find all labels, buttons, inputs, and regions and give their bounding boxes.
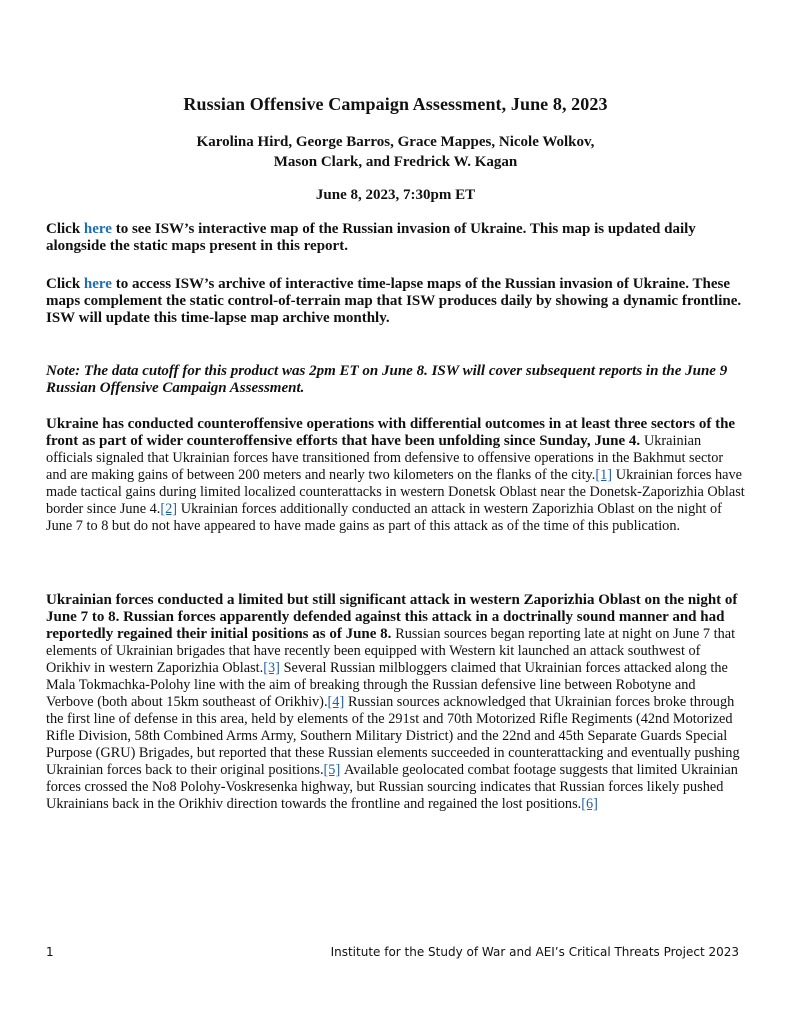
page-number: 1 [46, 945, 54, 959]
publication-date: June 8, 2023, 7:30pm ET [315, 187, 476, 203]
authors-line-2: Mason Clark, and Fredrick W. Kagan [273, 153, 518, 170]
paragraph-zaporizhia-attack [46, 592, 746, 813]
intro-paragraph-map [46, 221, 746, 255]
paragraph-text: Ukrainian forces have made tactical gains during limited localized counterattacks in western Donetsk Oblast near the Donetsk-Zaporizhia Oblast border since June 4. [46, 467, 745, 517]
interactive-map-link[interactable]: here [83, 221, 112, 237]
paragraph-text: Russian sources acknowledged that Ukrainian forces broke through the first line of defense in this area, held by elements of the 291st and 70th Motorized Rifle Regiments (42nd Motorized Rifle Division, 58th Combined Arms Army, Southern Military District) and the 22nd and 45th Separate Guards Special Purpose (GRU) Brigades, but reported that these Russian elements succeeded in counterattacking and eventually pushing Ukrainian forces back to their original positions. [46, 694, 740, 778]
authors-line-1: Karolina Hird, George Barros, Grace Mappes, Nicole Wolkov, [196, 134, 595, 150]
paragraph-lead: Ukrainian forces conducted a limited but still significant attack in western Zaporizhia Oblast on the night of June 7 to 8. Russian forces apparently defended against this attack in a doctrinally sound manner and had reportedly regained their initial positions as of June 8. [46, 592, 738, 642]
page-title: Russian Offensive Campaign Assessment, June 8, 2023 [183, 94, 608, 114]
authors [0, 133, 791, 172]
data-cutoff-note: Note: The data cutoff for this product was 2pm ET on June 8. ISW will cover subsequent reports in the June 9 Russian Offensive Campaign Assessment. [46, 363, 728, 396]
footnote-link-4[interactable]: [4] [327, 694, 345, 710]
paragraph-text: Ukrainian officials signaled that Ukrainian forces have transitioned from defensive to offensive operations in the Bakhmut sector and are making gains of between 200 meters and nearly two kilometers on the flanks of the city. [46, 433, 724, 483]
intro-click-text: Click [46, 276, 81, 292]
time-lapse-archive-link[interactable]: here [83, 276, 112, 292]
footer-text: Institute for the Study of War and AEI’s Critical Threats Project 2023 [330, 945, 739, 959]
intro-paragraph-archive [46, 276, 746, 327]
paragraph-lead: Ukraine has conducted counteroffensive operations with differential outcomes in at least three sectors of the front as part of wider counteroffensive efforts that have been unfolding since Sunday, June 4. [46, 416, 736, 449]
paragraph-text: Russian sources began reporting late at night on June 7 that elements of Ukrainian brigades that have recently been equipped with Western kit launched an attack southwest of Orikhiv in western Zaporizhia Oblast. [46, 626, 736, 676]
footnote-link-6[interactable]: [6] [581, 796, 598, 812]
footnote-link-1[interactable]: [1] [595, 467, 613, 483]
footnote-link-2[interactable]: [2] [160, 501, 178, 517]
footnote-link-5[interactable]: [5] [323, 762, 341, 778]
paragraph-text: Several Russian milbloggers claimed that Ukrainian forces attacked along the Mala Tokmachka-Polohy line with the aim of breaking through the Russian defensive line between Robotyne and Verbove (both about 15km southeast of Orikhiv). [46, 660, 728, 710]
paragraph-counteroffensive [46, 416, 746, 535]
footnote-link-3[interactable]: [3] [263, 660, 280, 676]
intro-click-text: Click [46, 221, 81, 237]
paragraph-text: Available geolocated combat footage suggests that limited Ukrainian forces crossed the No8 Polohy-Voskresenka highway, but Russian sourcing indicates that Russian forces likely pushed Ukrainians back in the Orikhiv direction towards the frontline and regained the lost positions. [46, 762, 738, 812]
paragraph-text: Ukrainian forces additionally conducted an attack in western Zaporizhia Oblast on the night of June 7 to 8 but do not have appeared to have made gains as part of this attack as of the time of this publication. [46, 501, 722, 534]
intro-map-text: to see ISW’s interactive map of the Russian invasion of Ukraine. This map is updated daily alongside the static maps present in this report. [46, 221, 696, 254]
intro-archive-text: to access ISW’s archive of interactive time-lapse maps of the Russian invasion of Ukraine. These maps complement the static control-of-terrain map that ISW produces daily by showing a dynamic frontline. ISW will update this time-lapse map archive monthly. [46, 276, 742, 326]
